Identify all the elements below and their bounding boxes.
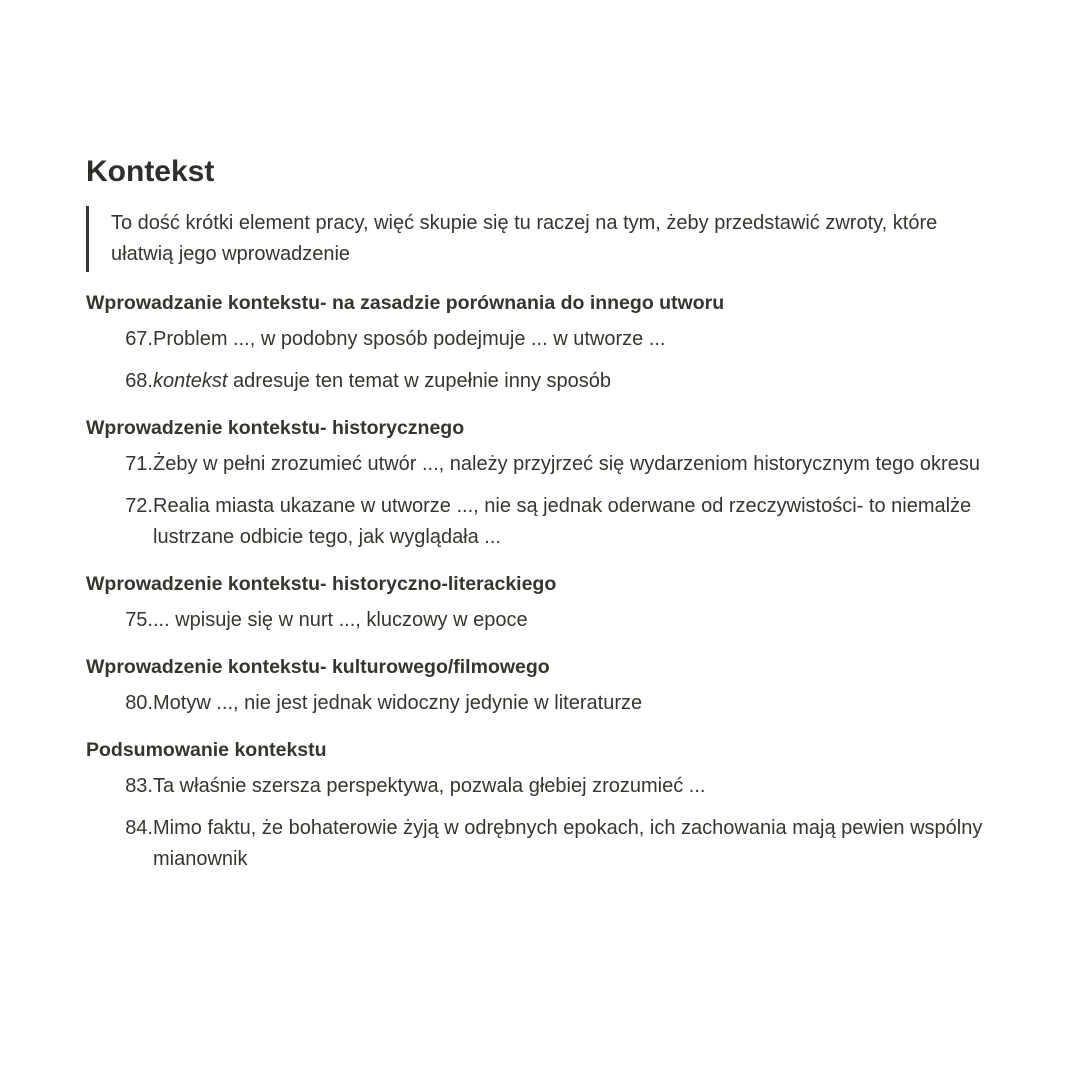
item-text (153, 813, 990, 875)
item-body: Realia miasta ukazane w utworze ..., nie są jednak oderwane od rzeczywistości- to niemalże lustrzane odbicie tego, jak wyglądała ... (153, 495, 972, 548)
section-heading: Wprowadzenie kontekstu- kulturowego/filmowego (86, 656, 550, 678)
item-body: adresuje ten temat w zupełnie inny sposób (227, 370, 612, 392)
phrase-list (86, 771, 990, 875)
list-item (86, 491, 990, 553)
item-number: 71. (125, 453, 153, 475)
page-title: Kontekst (86, 155, 215, 188)
list-item (86, 324, 990, 355)
item-number: 72. (125, 495, 153, 517)
phrase-list (86, 449, 990, 553)
item-body: Motyw ..., nie jest jednak widoczny jedynie w literaturze (153, 692, 643, 714)
item-text (153, 688, 990, 719)
section-heading: Wprowadzenie kontekstu- historyczno-literackiego (86, 573, 557, 595)
section-cultural (86, 650, 990, 719)
item-body: Żeby w pełni zrozumieć utwór ..., należy przyjrzeć się wydarzeniom historycznym tego okresu (153, 453, 980, 475)
phrase-list (86, 324, 990, 397)
item-number: 84. (125, 817, 153, 839)
item-text (153, 605, 990, 636)
section-heading: Wprowadzenie kontekstu- historycznego (86, 417, 465, 439)
item-number: 80. (125, 692, 153, 714)
item-number: 68. (125, 370, 153, 392)
item-text (153, 449, 990, 480)
list-item (86, 813, 990, 875)
item-emphasis: kontekst (153, 370, 228, 392)
section-summary (86, 733, 990, 875)
item-number: 83. (125, 775, 153, 797)
section-historical (86, 411, 990, 553)
list-item (86, 688, 990, 719)
item-number: 67. (125, 328, 153, 350)
item-body: Problem ..., w podobny sposób podejmuje ... w utworze ... (153, 328, 666, 350)
item-text (153, 324, 990, 355)
list-item (86, 605, 990, 636)
item-body: Mimo faktu, że bohaterowie żyją w odrębnych epokach, ich zachowania mają pewien wspólny mianownik (153, 817, 983, 870)
item-body: Ta właśnie szersza perspektywa, pozwala głebiej zrozumieć ... (153, 775, 706, 797)
item-body: ... wpisuje się w nurt ..., kluczowy w epoce (153, 609, 528, 631)
list-item (86, 366, 990, 397)
item-number: 75. (125, 609, 153, 631)
section-historical-literary (86, 567, 990, 636)
section-heading: Wprowadzanie kontekstu- na zasadzie porównania do innego utworu (86, 292, 725, 314)
item-text (153, 771, 990, 802)
list-item (86, 771, 990, 802)
phrase-list (86, 688, 990, 719)
item-text (153, 491, 990, 553)
phrase-list (86, 605, 990, 636)
list-item (86, 449, 990, 480)
section-heading: Podsumowanie kontekstu (86, 739, 327, 761)
section-comparison (86, 286, 990, 397)
intro-quote: To dość krótki element pracy, więć skupie się tu raczej na tym, żeby przedstawić zwroty, które ułatwią jego wprowadzenie (86, 206, 990, 272)
item-text (153, 366, 990, 397)
